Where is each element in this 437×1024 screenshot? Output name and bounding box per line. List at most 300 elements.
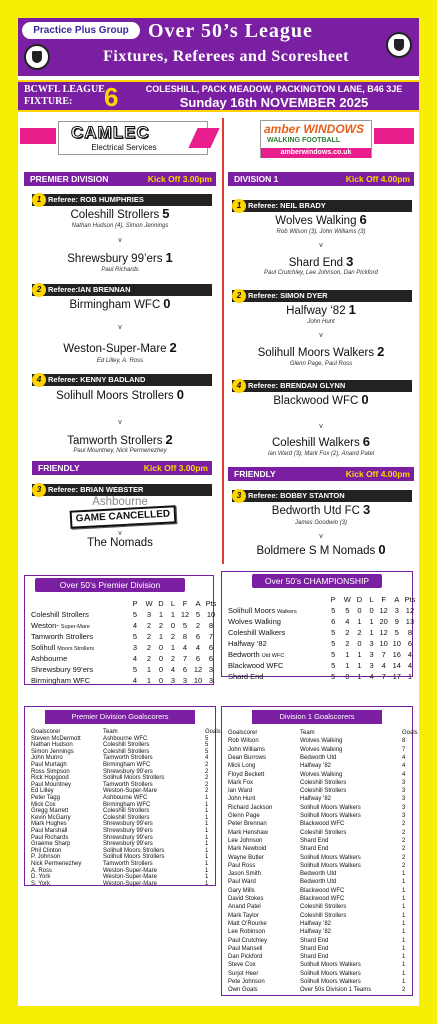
scorers: Glenn Page, Paul Ross <box>289 361 353 367</box>
stat-cell: 1 <box>345 650 350 659</box>
championship-table <box>221 571 416 681</box>
scorer-goals: 1 <box>205 847 209 854</box>
fixture-number: 6 <box>104 82 119 112</box>
scorer-team: Weston-Super-Mare <box>103 880 157 887</box>
referee-name: Referee: BOBBY STANTON <box>248 491 345 500</box>
team-score: 2 <box>169 340 177 355</box>
pitch-number: 2 <box>32 283 46 297</box>
stat-cell: 6 <box>195 632 201 641</box>
scorer-goals: 1 <box>205 821 209 828</box>
list-item <box>222 829 412 837</box>
referee-name: Referee: KENNY BADLAND <box>48 375 146 384</box>
stat-cell: 5 <box>331 650 336 659</box>
stat-cell: 2 <box>357 628 362 637</box>
versus: v <box>319 423 323 430</box>
table-col-header: L <box>170 599 176 608</box>
scorer-team: Weston-Super-Mare <box>103 874 157 881</box>
scorers: Paul Crutchley, Lee Johnson, Dan Pickford <box>264 270 378 276</box>
list-item <box>222 945 412 953</box>
table-col-header: D <box>158 599 164 608</box>
list-item <box>222 746 412 754</box>
stat-cell: 3 <box>182 676 188 685</box>
scorer-team: Wolves Walking <box>300 738 343 745</box>
fixture-away-team <box>22 250 218 265</box>
stat-cell: 10 <box>379 639 388 648</box>
stat-cell: 4 <box>407 650 413 659</box>
scorer-goals: 1 <box>205 828 209 834</box>
scorer-team: Solihull Moors Walkers <box>300 854 361 861</box>
pitch-number: 4 <box>32 373 46 387</box>
scorer-name: Ross Simpson <box>31 768 70 775</box>
sponsor-camlec-logo <box>58 121 208 155</box>
versus: v <box>118 419 122 426</box>
kickoff-time: Kick Off 3.00pm <box>143 463 208 473</box>
stat-cell: 16 <box>392 650 401 659</box>
scorer-name: Peter Tagg <box>31 795 60 801</box>
scorers: John Hunt <box>307 319 335 325</box>
scorer-goals: 2 <box>205 788 209 795</box>
sponsor-amber-logo <box>260 120 372 158</box>
table-title: Over 50’s CHAMPIONSHIP <box>252 574 382 588</box>
stat-cell: 4 <box>345 617 350 626</box>
stat-cell: 2 <box>345 639 350 648</box>
team-score: 0 <box>378 542 386 557</box>
scorer-name: Glenn Page <box>228 813 260 819</box>
fixture-home-team <box>22 296 218 311</box>
list-item <box>222 912 412 920</box>
scorer-name: Mark Taylor <box>228 912 259 919</box>
referee-bar <box>232 380 412 392</box>
stat-cell: 1 <box>357 672 362 681</box>
stat-cell: 1 <box>357 650 362 659</box>
scorer-team: Shard End <box>300 945 329 952</box>
scorer-name: Simon Jennings <box>31 748 74 755</box>
scorer-name: Ian Ward <box>228 788 253 795</box>
table-col-header: L <box>369 595 374 604</box>
scorer-name: Dean Burrows <box>228 754 267 761</box>
list-item <box>222 862 412 870</box>
list-item <box>25 808 215 815</box>
scorers: Nathan Hudson (4), Simon Jennings <box>71 223 169 229</box>
stat-cell: 0 <box>158 676 164 685</box>
versus: v <box>319 533 323 540</box>
list-item <box>25 788 215 795</box>
scorer-team: Coleshill Strollers <box>103 748 150 755</box>
table-row <box>222 605 415 616</box>
scorer-goals: 1 <box>205 867 209 874</box>
scorer-goals: 1 <box>205 880 209 887</box>
scorer-goals: 4 <box>205 755 209 762</box>
ribbon-left <box>20 128 56 144</box>
division1-goalscorers <box>221 706 418 996</box>
scorer-name: Surjot Heer <box>228 970 259 977</box>
referee-bar <box>232 200 412 212</box>
team-name: Bedworth <box>228 650 260 659</box>
stat-cell: 12 <box>379 628 388 637</box>
division-title: PREMIER DIVISION <box>30 174 109 184</box>
list-item <box>222 837 412 845</box>
league-name: BCWFL LEAGUE <box>24 84 105 95</box>
column-divider <box>222 118 224 564</box>
team-name-suffix: Walkers <box>277 609 297 615</box>
scorer-team: Shrewsbury 99’ers <box>103 768 153 775</box>
stat-cell: 1 <box>407 672 413 681</box>
scorer-team: Bedworth Utd <box>300 754 337 761</box>
scorer-team: Ashbourne WFC <box>103 795 148 801</box>
stat-cell: 12 <box>193 665 203 674</box>
scorer-name: Graeme Sharp <box>31 841 71 848</box>
scorer-goals: 1 <box>402 937 406 944</box>
scorer-name: Mark Hughes <box>31 821 67 828</box>
scorer-team: Team <box>103 729 118 735</box>
scorer-name: A. Ross <box>31 867 53 874</box>
scorer-team: Tamworth Strollers <box>103 781 153 788</box>
team-name: Tamworth Strollers <box>31 632 94 641</box>
stat-cell: 6 <box>208 654 214 663</box>
scorer-name: P. Johnson <box>31 854 61 861</box>
scorer-name: Matt O’Rourke <box>228 920 267 927</box>
list-item <box>222 937 412 945</box>
stat-cell: 5 <box>195 610 201 619</box>
team-cell <box>228 627 338 638</box>
referee-bar <box>232 290 412 302</box>
stat-cell: 4 <box>182 643 188 652</box>
division1-header <box>228 172 414 186</box>
team-score: 3 <box>362 502 371 517</box>
list-item <box>222 920 412 928</box>
scorer-team: Solihull Moors Walkers <box>300 970 361 977</box>
scorers: Ed Lilley, A. Ross <box>96 358 144 364</box>
scorer-name: Goalscorer <box>228 730 258 736</box>
stat-cell: 3 <box>208 665 214 674</box>
list-item <box>25 736 215 743</box>
list-item <box>222 895 412 903</box>
scorer-team: Shrewsbury 99’ers <box>103 821 153 828</box>
table-col-header: A <box>394 595 400 604</box>
scorer-name: John Hunt <box>228 796 256 803</box>
team-name: Coleshill Walkers <box>272 437 360 449</box>
list-item <box>222 854 412 862</box>
stat-cell: 4 <box>369 672 374 681</box>
fixture-away-team <box>22 432 218 447</box>
sponsor-left-sub: Electrical Services <box>91 143 157 152</box>
scorer-name: John Williams <box>228 746 266 753</box>
table-row <box>25 653 213 664</box>
scorer-goals: Goals <box>402 730 418 736</box>
scorer-name: Goalscorer <box>31 729 61 735</box>
scorer-team: Shard End <box>300 954 329 961</box>
scorer-name: Jason Smith <box>228 871 262 878</box>
stat-cell: 3 <box>170 676 176 685</box>
stat-cell: 4 <box>195 643 201 652</box>
stat-cell: 8 <box>407 628 413 637</box>
list-item <box>25 848 215 855</box>
stat-cell: 1 <box>357 661 362 670</box>
table-header-row <box>222 594 416 605</box>
table-row <box>25 642 213 653</box>
scorer-team: Blackwood WFC <box>300 896 345 902</box>
team-score: 0 <box>361 392 369 407</box>
referee-name: Referee: BRIAN WEBSTER <box>48 485 144 494</box>
list-item <box>25 821 215 828</box>
scorer-team: Solihull Moors Walkers <box>300 813 361 819</box>
list-item <box>222 762 412 770</box>
stat-cell: 6 <box>331 617 336 626</box>
scorer-name: Nathan Hudson <box>31 742 73 749</box>
scorer-goals: 1 <box>402 929 406 936</box>
team-name: Weston-Super-Mare <box>63 343 167 355</box>
table-col-header: P <box>330 595 336 604</box>
scorer-team: Solihull Moors Strollers <box>103 847 165 854</box>
team-name-suffix: Moors Strollers <box>57 646 95 652</box>
premier-league-table <box>24 575 217 685</box>
fixture-home-team <box>226 392 416 407</box>
fixture-home-team <box>22 496 218 508</box>
match-date: Sunday 16th NOVEMBER 2025 <box>179 95 369 110</box>
header-banner <box>18 18 419 76</box>
scorer-team: Coleshill Strollers <box>300 904 347 911</box>
team-name: Wolves Walking <box>228 617 281 626</box>
team-name: Shard End <box>228 672 264 681</box>
stat-cell: 10 <box>206 610 216 619</box>
team-name: The Nomads <box>87 537 153 549</box>
fixture-away-team <box>226 434 416 449</box>
scorer-name: Lee Robinson <box>228 929 266 936</box>
team-score: 5 <box>162 206 170 221</box>
stat-cell: 2 <box>146 643 152 652</box>
table-col-header: W <box>145 599 153 608</box>
list-item <box>222 903 412 911</box>
scorer-team: Shrewsbury 99’ers <box>103 828 153 834</box>
friendly-header <box>228 467 414 481</box>
scorer-name: Wayne Butler <box>228 854 264 861</box>
scorer-goals: 1 <box>205 854 209 861</box>
stat-cell: 0 <box>357 639 362 648</box>
list-item <box>222 771 412 779</box>
stat-cell: 0 <box>158 654 164 663</box>
scorer-goals: 4 <box>402 763 406 770</box>
list-item <box>222 779 412 787</box>
scorer-team: Shard End <box>300 837 329 844</box>
scorer-name: Gregg Marrett <box>31 808 69 815</box>
stat-cell: 3 <box>369 661 374 670</box>
scorer-goals: 2 <box>402 987 406 994</box>
ribbon-right <box>374 128 414 144</box>
scorer-team: Halfway ‘82 <box>300 796 332 803</box>
scorer-team: Coleshill Strollers <box>300 912 347 919</box>
scorer-team: Solihull Moors Walkers <box>300 979 361 985</box>
stat-cell: 2 <box>170 654 176 663</box>
list-item <box>222 845 412 853</box>
list-item <box>25 874 215 881</box>
fixture-home-team <box>226 502 416 517</box>
scorer-team: Ashbourne WFC <box>103 735 148 742</box>
table-col-header: F <box>381 595 386 604</box>
table-col-header: A <box>195 599 201 608</box>
scorer-goals: 2 <box>205 768 209 775</box>
stat-cell: 3 <box>146 610 152 619</box>
versus: v <box>118 530 122 537</box>
team-name: Coleshill Strollers <box>31 610 89 619</box>
stat-cell: 1 <box>170 643 176 652</box>
scorer-goals: 2 <box>402 862 406 869</box>
stat-cell: 13 <box>405 617 415 626</box>
stat-cell: 1 <box>369 628 374 637</box>
scorers: Paul Mountney, Nick Permenezhey <box>73 448 167 454</box>
scorer-team: Solihull Moors Walkers <box>300 804 361 811</box>
fixture-away-team <box>22 537 218 549</box>
scorer-team: Shard End <box>300 846 329 853</box>
stat-cell: 10 <box>392 639 401 648</box>
team-cell <box>31 609 141 620</box>
stat-cell: 7 <box>208 632 214 641</box>
stat-cell: 4 <box>132 621 138 630</box>
scorers-title: Premier Division Goalscorers <box>45 710 195 724</box>
scorer-goals: 2 <box>205 762 209 768</box>
scorer-name: Anand Patel <box>228 904 261 911</box>
list-item <box>25 854 215 861</box>
team-name: Coleshill Walkers <box>228 628 286 637</box>
list-item <box>222 737 412 745</box>
scorer-name: Paul Crutchley <box>228 937 268 944</box>
scorer-goals: 5 <box>205 742 209 749</box>
team-name: Halfway ‘82 <box>286 305 346 317</box>
stat-cell: 2 <box>195 621 201 630</box>
sponsor-left-name: CAMLEC <box>71 123 150 142</box>
team-cell <box>228 660 338 671</box>
team-name: Halfway ‘82 <box>228 639 267 648</box>
table-row <box>25 609 216 620</box>
list-item <box>25 861 215 868</box>
scorer-team: Tamworth Strollers <box>103 861 153 867</box>
fixture-away-team <box>226 344 416 359</box>
venue: COLESHILL, PACK MEADOW, PACKINGTON LANE, B46 3JE <box>145 84 403 94</box>
scorer-team: Halfway ‘82 <box>300 929 332 936</box>
table-col-header: W <box>343 595 351 604</box>
fixture-home-team <box>22 387 218 402</box>
scorer-team: Wolves Walking <box>300 746 343 753</box>
scorer-goals: 2 <box>402 846 406 853</box>
stat-cell: 5 <box>132 610 138 619</box>
versus: v <box>319 332 323 339</box>
scorer-team: Solihull Moors Strollers <box>103 854 165 861</box>
team-name: Blackwood WFC <box>228 661 284 670</box>
pitch-number: 3 <box>32 483 46 497</box>
stat-cell: 2 <box>146 621 152 630</box>
scorer-team: Blackwood WFC <box>300 887 345 894</box>
table-col-header: Pts <box>404 595 416 604</box>
stat-cell: 7 <box>381 650 386 659</box>
scorer-goals: 4 <box>402 771 406 778</box>
scorer-name: Gary Mills <box>228 887 255 894</box>
fixture-home-team <box>226 212 416 227</box>
scorer-team: Coleshill Strollers <box>300 779 347 786</box>
list-item <box>222 812 412 820</box>
team-name: Ashbourne <box>31 654 68 663</box>
scorers: Paul Richards <box>101 267 139 273</box>
list-item <box>25 782 215 789</box>
referee-bar <box>32 374 212 386</box>
referee-name: Referee: NEIL BRADY <box>248 201 326 210</box>
pitch-number: 4 <box>232 379 246 393</box>
scorer-goals: 4 <box>402 754 406 761</box>
scorers: Rob Wilson (3), John Williams (3) <box>276 229 366 235</box>
scorer-name: D. York <box>31 874 51 881</box>
list-item <box>25 802 215 809</box>
stat-cell: 12 <box>379 606 388 615</box>
versus: v <box>319 242 323 249</box>
team-name-suffix: Super-Mare <box>60 624 90 630</box>
pitch-number: 1 <box>32 193 46 207</box>
list-item <box>222 986 412 994</box>
team-cell <box>31 653 141 664</box>
stat-cell: 5 <box>331 661 336 670</box>
header-title: Over 50’s League <box>148 20 313 42</box>
list-item <box>25 769 215 776</box>
scorer-goals: 3 <box>402 788 406 795</box>
stat-cell: 12 <box>180 610 190 619</box>
stat-cell: 3 <box>369 639 374 648</box>
scorer-team: Bedworth Utd <box>300 871 337 878</box>
stat-cell: 20 <box>379 617 388 626</box>
scorer-team: Halfway ‘82 <box>300 763 332 770</box>
stat-cell: 1 <box>369 617 374 626</box>
scorer-name: Lee Johnson <box>228 837 263 844</box>
scorer-goals: Goals <box>205 729 221 735</box>
scorer-goals: 1 <box>402 904 406 911</box>
team-score: 2 <box>377 344 385 359</box>
scorer-goals: 1 <box>205 801 209 808</box>
stat-cell: 8 <box>208 621 214 630</box>
table-row <box>25 620 213 631</box>
scorer-goals: 1 <box>402 970 406 977</box>
premier-division-header <box>24 172 216 186</box>
fixture-label: FIXTURE: <box>24 96 73 107</box>
stat-cell: 12 <box>405 606 415 615</box>
stat-cell: 5 <box>132 665 138 674</box>
scorer-goals: 8 <box>402 738 406 745</box>
scorer-name: Steven McDermott <box>31 735 81 742</box>
list-item <box>222 953 412 961</box>
league-logo-right-icon <box>386 32 412 58</box>
referee-bar <box>32 194 212 206</box>
list-item <box>25 795 215 802</box>
team-cell <box>228 671 338 682</box>
scorer-goals: 1 <box>402 871 406 878</box>
scorer-team: Weston-Super-Mare <box>103 867 157 874</box>
table-row <box>222 671 412 682</box>
scorer-team: Coleshill Strollers <box>300 829 347 836</box>
team-name: Solihull Moors <box>228 606 276 615</box>
scorer-goals: 1 <box>205 841 209 848</box>
scorer-team: Coleshill Strollers <box>300 788 347 795</box>
scorer-team: Solihull Moors Walkers <box>300 862 361 869</box>
team-name: Ashbourne <box>92 496 148 508</box>
list-item <box>222 820 412 828</box>
stat-cell: 4 <box>381 661 386 670</box>
stat-cell: 4 <box>132 654 138 663</box>
scorer-name: Dan Pickford <box>228 954 263 961</box>
scorer-team: Coleshill Strollers <box>103 742 150 749</box>
stat-cell: 4 <box>407 661 413 670</box>
stat-cell: 2 <box>170 632 176 641</box>
stat-cell: 5 <box>331 639 336 648</box>
friendly-label: FRIENDLY <box>234 469 276 479</box>
scorers-title: Division 1 Goalscorers <box>252 710 382 724</box>
stat-cell: 0 <box>357 606 362 615</box>
stat-cell: 0 <box>158 643 164 652</box>
scorer-name: Paul Mountney <box>31 781 72 788</box>
